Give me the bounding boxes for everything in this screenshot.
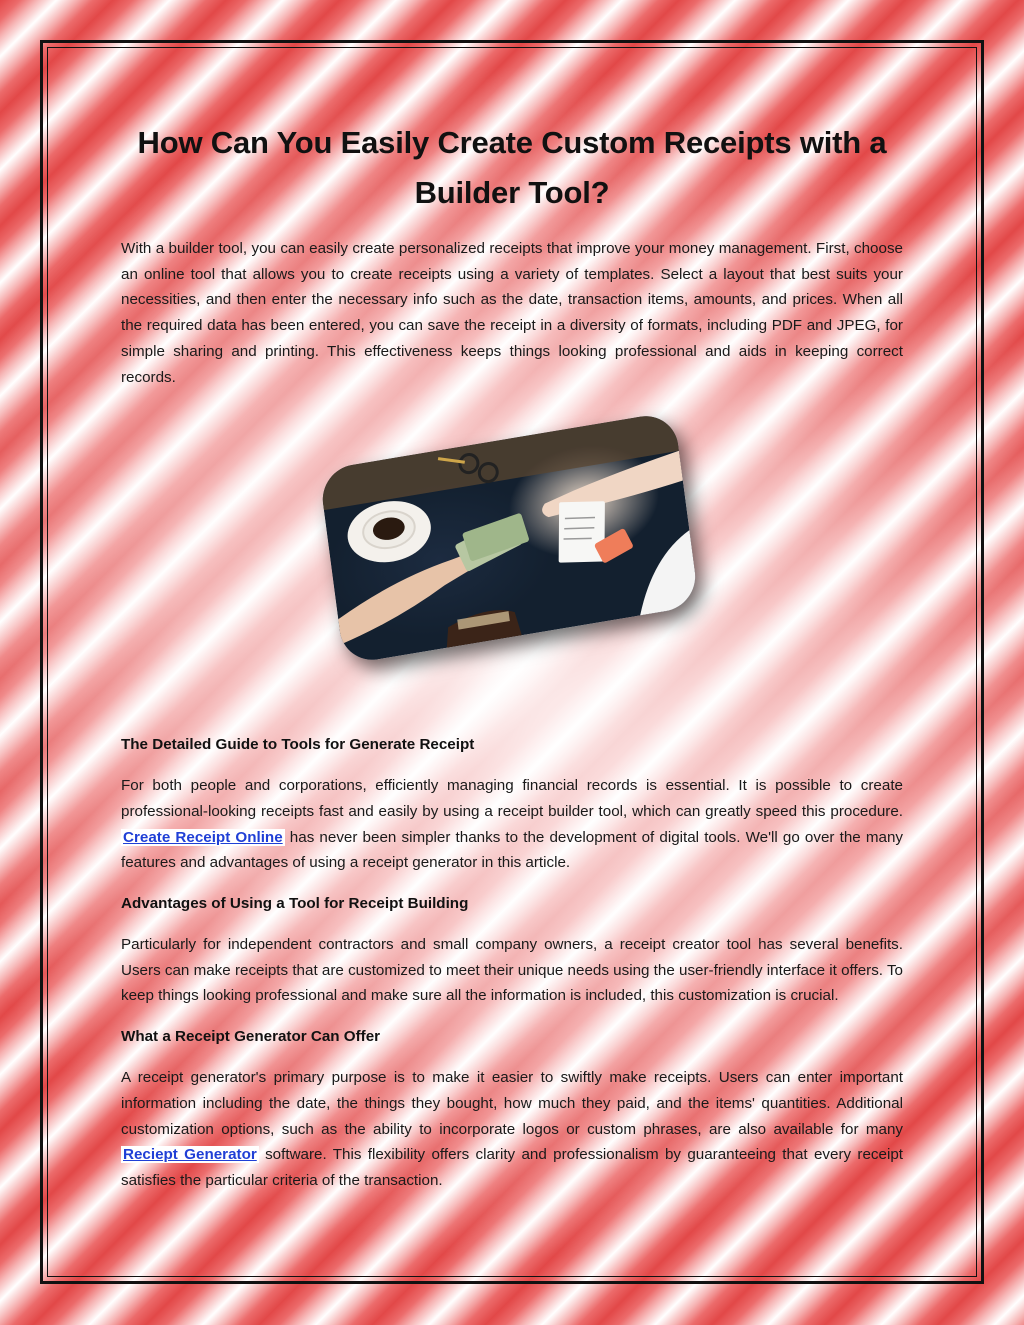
section-paragraph-guide bbox=[121, 773, 903, 876]
intro-paragraph: With a builder tool, you can easily create personalized receipts that improve your money management. First, choose an online tool that allows you to create receipts using a variety of templates. Select a layout that best suits your necessities, and then enter the necessary info such as the date, transaction items, amounts, and prices. When all the required data has been entered, you can save the receipt in a diversity of formats, including PDF and JPEG, for simple sharing and printing. This effectiveness keeps things looking professional and aids in keeping correct records. bbox=[121, 240, 903, 386]
section-paragraph-advantages: Particularly for independent contractors and small company owners, a receipt creator tool has several benefits. Users can make receipts that are customized to meet their unique needs using the user-friendly interface it offers. To keep things looking professional and make sure all the information is included, this customization is crucial. bbox=[121, 936, 903, 1005]
photo-container bbox=[121, 428, 903, 718]
section-text: software. This flexibility offers clarity and professionalism by guaranteeing that every receipt satisfies the particular criteria of the transaction. bbox=[121, 1146, 903, 1189]
section-heading-guide: The Detailed Guide to Tools for Generate Receipt bbox=[121, 736, 475, 754]
page-title: How Can You Easily Create Custom Receipts with a Builder Tool? bbox=[137, 125, 887, 210]
section-text: For both people and corporations, efficiently managing financial records is essential. It is possible to create professional-looking receipts fast and easily by using a receipt builder tool, which can greatly speed this procedure. bbox=[121, 777, 903, 820]
receipt-payment-photo bbox=[319, 411, 700, 665]
section-text: has never been simpler thanks to the development of digital tools. We'll go over the many features and advantages of using a receipt generator in this article. bbox=[121, 828, 903, 872]
receipt-payment-photo-icon bbox=[319, 411, 700, 665]
section-heading-offer: What a Receipt Generator Can Offer bbox=[121, 1028, 381, 1046]
receipt-generator-link[interactable]: Reciept Generator bbox=[123, 1146, 257, 1164]
section-paragraph-offer bbox=[121, 1065, 903, 1194]
section-text: A receipt generator's primary purpose is to make it easier to swiftly make receipts. Users can enter important information including the date, the things they bought, how much they paid, and the items' quantities. Additional customization options, such as the ability to incorporate logos or custom phrases, are also available for many bbox=[121, 1069, 903, 1138]
document-body bbox=[121, 118, 903, 1194]
create-receipt-online-link[interactable]: Create Receipt Online bbox=[123, 828, 283, 846]
section-heading-advantages: Advantages of Using a Tool for Receipt Building bbox=[121, 895, 469, 913]
